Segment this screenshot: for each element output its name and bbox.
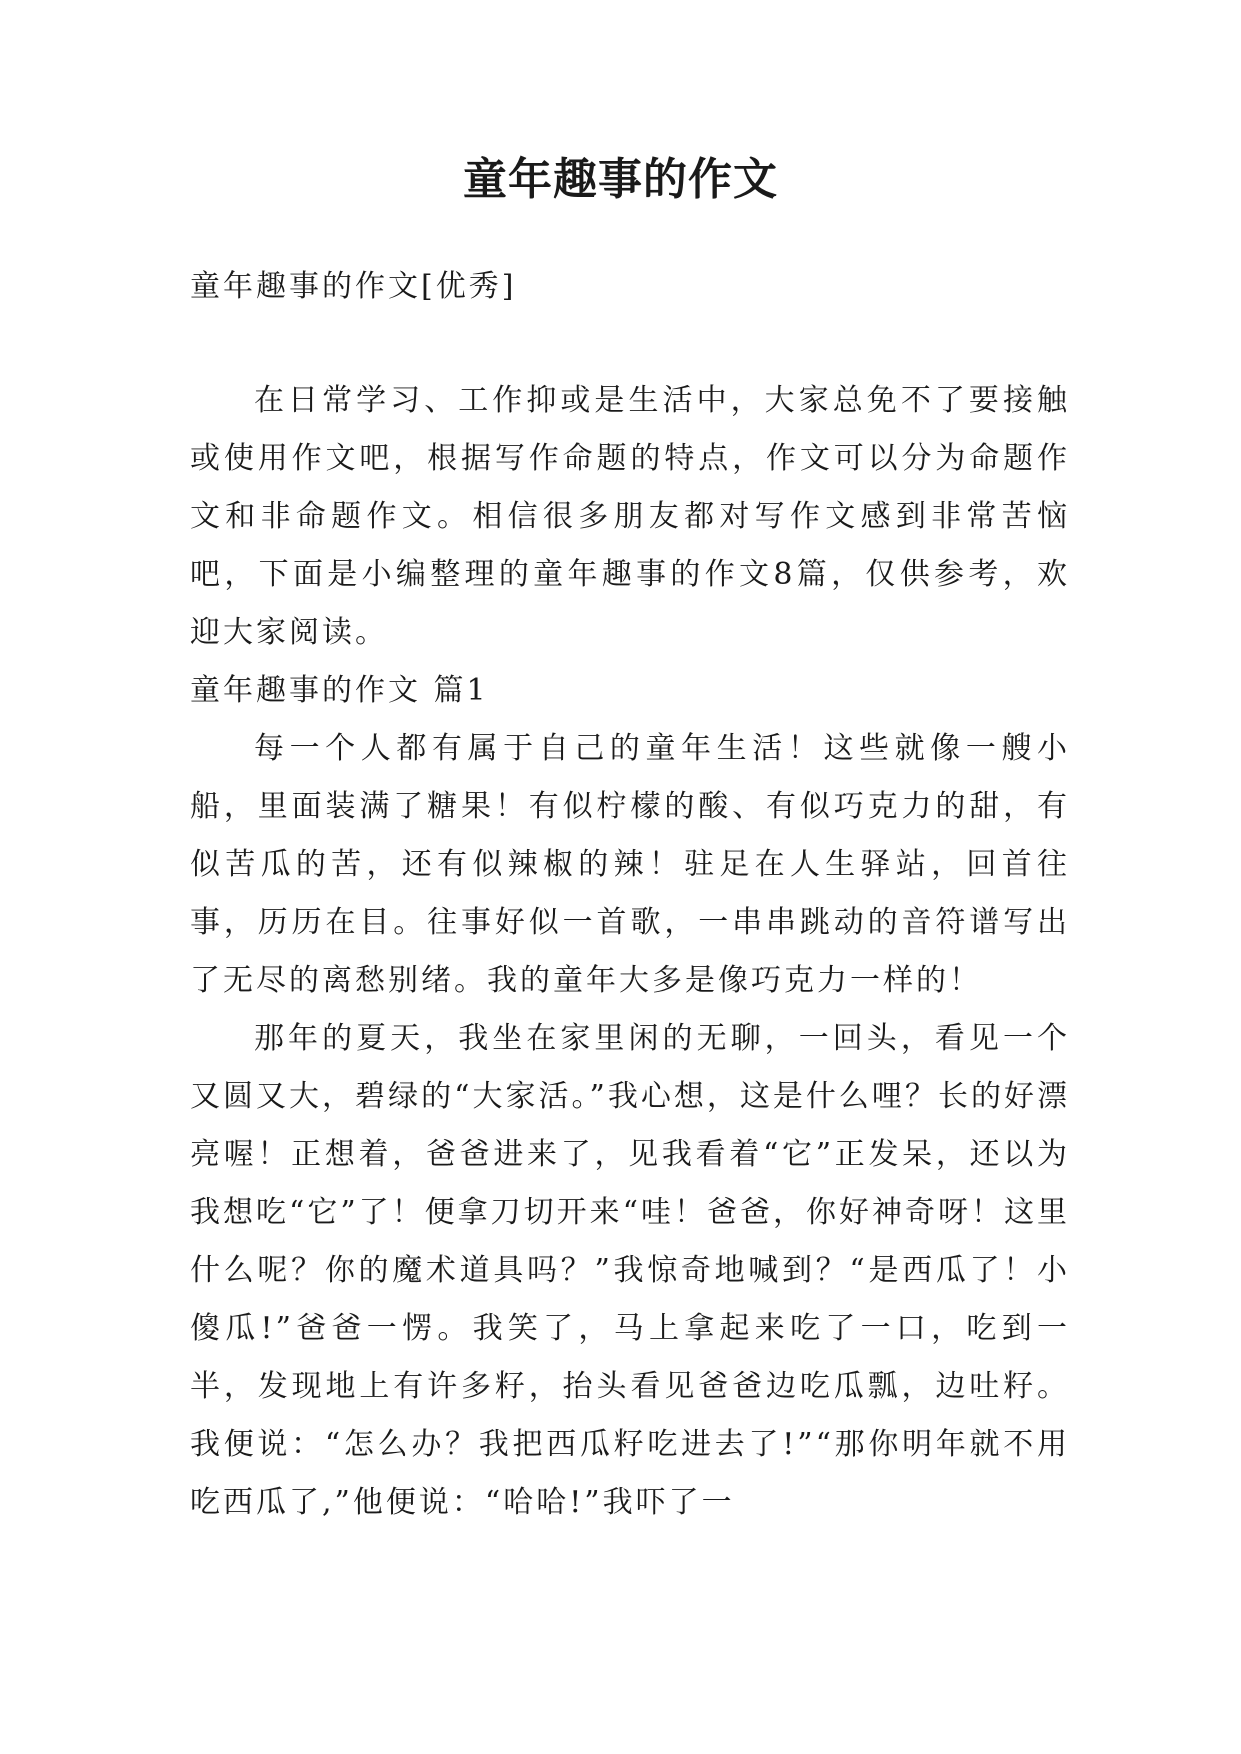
document-body <box>190 258 1070 1532</box>
body-paragraph-2: 那年的夏天，我坐在家里闲的无聊，一回头，看见一个又圆又大，碧绿的“大家活。”我心想，这是什么哩？长的好漂亮喔！正想着，爸爸进来了，见我看着“它”正发呆，还以为我想吃“它”了！便拿刀切开来“哇！爸爸，你好神奇呀！这里什么呢？你的魔术道具吗？”我惊奇地喊到？“是西瓜了！小傻瓜!”爸爸一愣。我笑了，马上拿起来吃了一口，吃到一半，发现地上有许多籽，抬头看见爸爸边吃瓜瓢，边吐籽。我便说：“怎么办？我把西瓜籽吃进去了!”“那你明年就不用吃西瓜了,”他便说：“哈哈!”我吓了一 <box>190 1021 1071 1520</box>
document-title: 童年趣事的作文 <box>463 154 778 205</box>
body-paragraph-1: 每一个人都有属于自己的童年生活！这些就像一艘小船，里面装满了糖果！有似柠檬的酸、有似巧克力的甜，有似苦瓜的苦，还有似辣椒的辣！驻足在人生驿站，回首往事，历历在目。往事好似一首歌，一串串跳动的音符谱写出了无尽的离愁别绪。我的童年大多是像巧克力一样的！ <box>190 731 1070 998</box>
section-heading: 童年趣事的作文 篇1 <box>190 673 489 708</box>
document-subtitle: 童年趣事的作文[优秀] <box>190 269 517 304</box>
intro-paragraph: 在日常学习、工作抑或是生活中，大家总免不了要接触或使用作文吧，根据写作命题的特点，作文可以分为命题作文和非命题作文。相信很多朋友都对写作文感到非常苦恼吧，下面是小编整理的童年趣事的作文8篇，仅供参考，欢迎大家阅读。 <box>190 383 1070 650</box>
